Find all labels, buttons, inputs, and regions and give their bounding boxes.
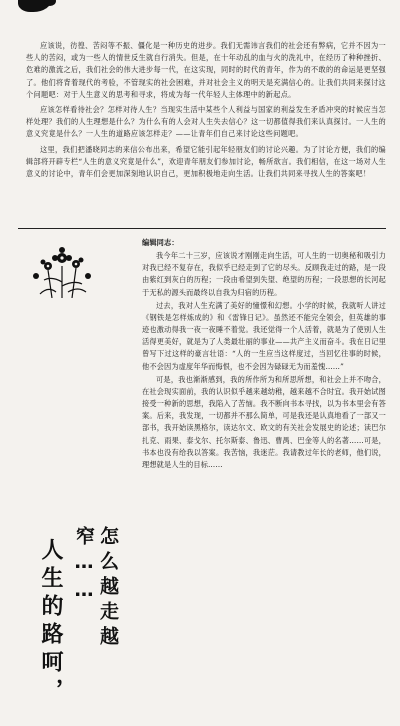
section-divider	[18, 228, 386, 229]
letter-paragraph: 过去，我对人生充满了美好的憧憬和幻想。小学的时候，我就听人讲过《钢铁是怎样炼成的》和《雷锋日记》。虽然还不能完全领会，但英雄的事迹也激动得我一夜一夜睡不着觉。我还觉得一个人活着，就是为了使别人生活得更美好，就是为了人类最壮丽的事业——共产主义而奋斗。我在日记里曾写下过这样的豪言壮语：“人的一生应当这样度过，当回忆往事的时候，他不会因为虚度年华而悔恨，也不会因为碌碌无为而羞愧……”	[142, 300, 386, 371]
article-title	[24, 526, 134, 726]
ink-blot-small	[44, 0, 56, 6]
title-line-left: 人生的路呵，	[38, 538, 63, 706]
title-column	[14, 236, 132, 706]
letter-salutation: 编辑同志：	[142, 238, 179, 247]
editor-note-paragraph: 这里，我们把潘晓同志的来信公布出来，希望它能引起年轻朋友们的讨论兴趣。为了讨论方便，我们的编辑部将开辟专栏“人生的意义究竟是什么”，欢迎青年朋友们参加讨论，畅所欲言。我们相信，在这一场对人生意义的讨论中，青年们会更加深刻地认识自己，更加积极地走向生活。让我们共同来寻找人生的答案吧！	[26, 144, 386, 179]
flower-illustration	[22, 236, 102, 298]
editor-note-paragraph: 应该怎样看待社会？怎样对待人生？当现实生活中某些个人利益与国家的利益发生矛盾冲突的时候应当怎样处理？我们的人生理想是什么？为什么有的人会对人生失去信心？这一切都值得我们来认真探讨。一人生的意义究竟是什么？一人生的道路应该怎样走？——让青年们自己来讨论这些问题吧。	[26, 105, 386, 139]
title-line-right: 怎么越走越窄……	[73, 526, 119, 651]
editor-note-paragraph: 应该说，彷徨、苦闷等不振、僵化是一种历史的进步。我们无需讳言我们的社会还有弊病，它并不因为一些人的苦闷，或为一些人的情世反生就自行消失。但是，在十年动乱的血与火的洗礼中，在经历了种种挫折、危难的激流之后，我们社会的伟大进步每一代，在这实现，同时的时代的青年，作为的不敢的的命运是更坚强了。他们将背着现代的考验，不管现实的社会困难，并对社会主义的明天是充满信心的。让我们共同来探讨这个问题吧：对于人生意义的思考和寻求，将成为每一代年轻人主体理中的新起点。	[26, 41, 386, 99]
letter-paragraph: 我今年二十三岁，应该说才刚刚走向生活，可人生的一切奥秘和吸引力对我已经不复存在，我似乎已经走到了它的尽头。反顾我走过的路，是一段由紫红到灰白的历程；一段由希望到失望、绝望的历程；一段思想的长河起于无私的源头而最终以自我为归宿的历程。	[142, 251, 386, 297]
editor-note	[26, 40, 386, 183]
letter-body	[142, 237, 386, 472]
letter-paragraph: 可是，我也渐渐感到，我的所作所为和所思所想，和社会上并不吻合，在社会现实面前，我的认识似乎越来越幼稚，越来越不合时宜。我开始试图接受一种新的思想，我陷入了苦恼。我不断向书本寻找，以为书本里会有答案。后来，我发现，一切都并不那么简单，可是我还是认真地看了一部又一部书，我开始读黑格尔，读达尔文、欧文的有关社会发展史的论述；读巴尔扎克、雨果、泰戈尔、托尔斯泰、鲁迅、曹禺、巴金等人的名著……可是，书本也没有给我以答案。我苦恼，我迷茫。我请教过年长的老师，他们说，理想就是人生的目标……	[142, 374, 386, 469]
